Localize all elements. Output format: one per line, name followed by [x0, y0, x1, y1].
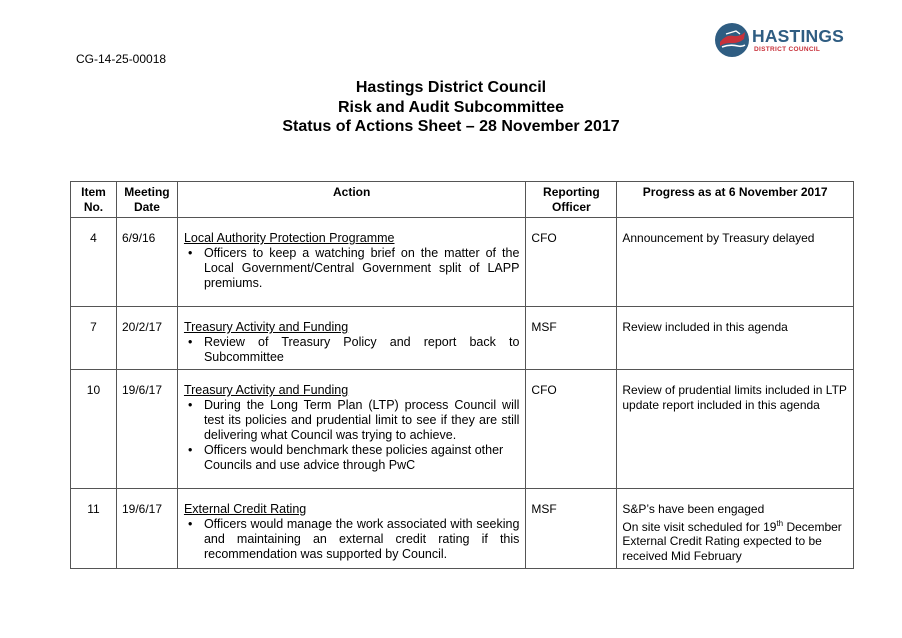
- header-action: Action: [177, 182, 525, 218]
- header-item-no: Item No.: [71, 182, 117, 218]
- meeting-date: 20/2/17: [116, 307, 177, 370]
- action-title: External Credit Rating: [183, 502, 307, 516]
- item-no: 4: [71, 218, 117, 307]
- action-title: Treasury Activity and Funding: [183, 320, 349, 334]
- progress: Review of prudential limits included in LTP update report included in this agenda: [617, 370, 854, 489]
- progress: [617, 489, 854, 569]
- actions-table: [70, 181, 854, 569]
- progress-line: S&P’s have been engaged: [622, 502, 765, 516]
- item-no: 7: [71, 307, 117, 370]
- progress-line: External Credit Rating expected to be received Mid February: [622, 534, 822, 563]
- reporting-officer: MSF: [526, 489, 617, 569]
- reporting-officer: CFO: [526, 218, 617, 307]
- action-title: Local Authority Protection Programme: [183, 231, 395, 245]
- title-council: Hastings District Council: [355, 79, 547, 96]
- logo-subtitle: DISTRICT COUNCIL: [754, 46, 821, 53]
- action-bullet: • Officers would benchmark these policies against other Councils and use advice through PwC: [184, 443, 519, 473]
- title-subcommittee: Risk and Audit Subcommittee: [337, 98, 565, 116]
- title-status-sheet: Status of Actions Sheet – 28 November 2017: [282, 118, 620, 135]
- document-reference: CG-14-25-00018: [76, 52, 167, 66]
- reporting-officer: CFO: [526, 370, 617, 489]
- table-row: [71, 307, 854, 370]
- action-bullet: • Officers would manage the work associated with seeking and maintaining an external credit rating if this recommendation was supported by Council.: [184, 517, 519, 562]
- progress-line: On site visit scheduled for 19th December: [622, 518, 842, 534]
- header-progress: Progress as at 6 November 2017: [617, 182, 854, 218]
- table-header-row: [71, 182, 854, 218]
- table-row: [71, 218, 854, 307]
- table-row: [71, 370, 854, 489]
- action-cell: [177, 218, 525, 307]
- action-bullet: • Officers to keep a watching brief on the matter of the Local Government/Central Government split of LAPP premiums.: [184, 246, 519, 291]
- meeting-date: 6/9/16: [116, 218, 177, 307]
- table-row: [71, 489, 854, 569]
- meeting-date: 19/6/17: [116, 489, 177, 569]
- progress: Review included in this agenda: [617, 307, 854, 370]
- document-titles: [0, 78, 902, 137]
- council-logo: [714, 22, 854, 62]
- action-bullet: • Review of Treasury Policy and report back to Subcommittee: [184, 335, 519, 365]
- action-title: Treasury Activity and Funding: [183, 383, 349, 397]
- logo-name: HASTINGS: [752, 26, 845, 46]
- meeting-date: 19/6/17: [116, 370, 177, 489]
- header-reporting-officer: Reporting Officer: [526, 182, 617, 218]
- action-cell: [177, 489, 525, 569]
- progress: Announcement by Treasury delayed: [617, 218, 854, 307]
- action-cell: [177, 370, 525, 489]
- item-no: 10: [71, 370, 117, 489]
- action-bullet: • During the Long Term Plan (LTP) process Council will test its policies and prudential limit to see if they are still delivering what Council was trying to achieve.: [184, 398, 519, 443]
- item-no: 11: [71, 489, 117, 569]
- header-meeting-date: Meeting Date: [116, 182, 177, 218]
- council-logo-mark-icon: [714, 22, 750, 58]
- reporting-officer: MSF: [526, 307, 617, 370]
- action-cell: [177, 307, 525, 370]
